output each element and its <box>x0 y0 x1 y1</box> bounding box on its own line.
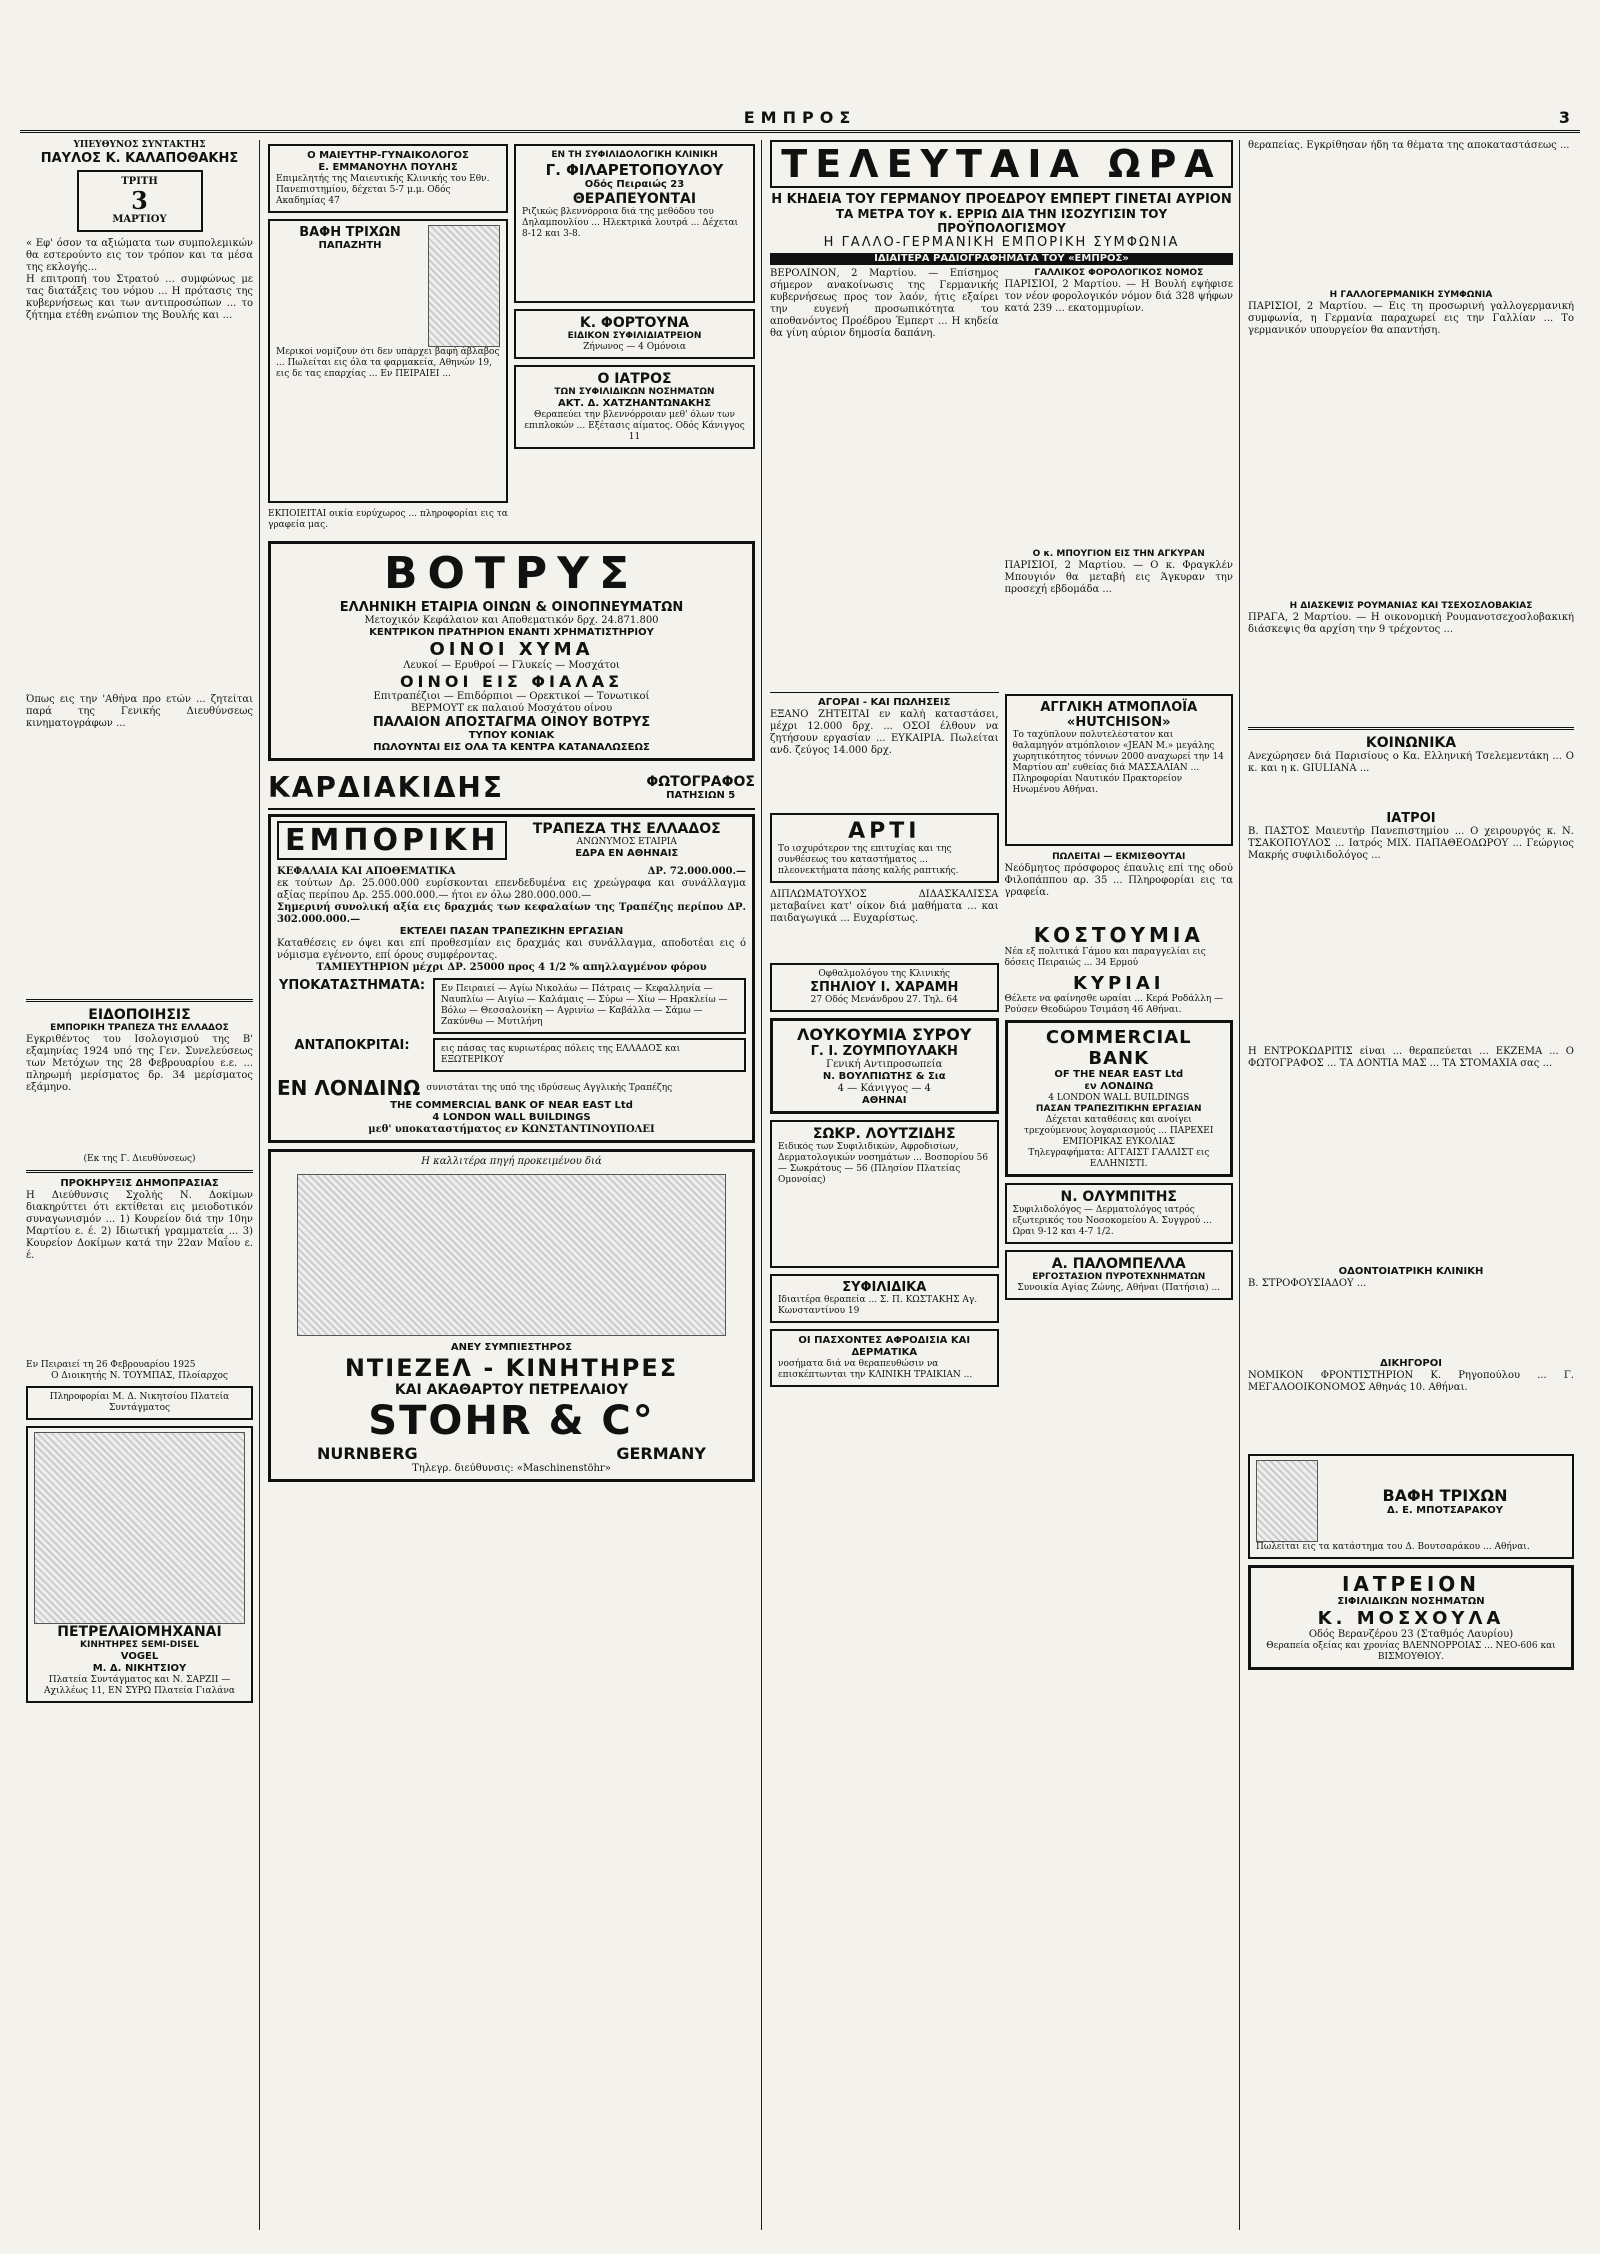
photo-name: ΚΑΡΔΙΑΚΙΔΗΣ <box>268 771 504 804</box>
photo-ad <box>268 767 755 810</box>
loukoumia-place: Γενική Αντιπροσωπεία <box>826 1059 943 1070</box>
eye-addr: 27 Οδός Μενάνδρου 27. Τηλ. 64 <box>810 995 958 1005</box>
cb-of: OF THE NEAR EAST Ltd <box>1054 1069 1184 1080</box>
column-1 <box>20 140 260 2230</box>
olympitis-body: Συφιλιδολόγος — Δερματολόγος ιατρός εξωτερικός του Νοσοκομείου Α. Συγγρού ... Ωραι 9-12 και 4-7 1/2. <box>1012 1205 1212 1237</box>
tender-place: Εν Πειραιεί τη 26 Φεβρουαρίου 1925 <box>26 1360 196 1370</box>
botrys-sold: ΠΩΛΟΥΝΤΑΙ ΕΙΣ ΟΛΑ ΤΑ ΚΕΝΤΡΑ ΚΑΤΑΝΑΛΩΣΕΩΣ <box>373 742 650 753</box>
botrys-bottled-kinds: Επιτραπέζιοι — Επιδόρπιοι — Ορεκτικοί — Τονωτικοί <box>373 691 650 702</box>
fortouna-ad <box>514 309 755 359</box>
doctor-name: ΑΚΤ. Δ. ΧΑΤΖΗΑΝΤΩΝΑΚΗΣ <box>558 398 711 409</box>
headline: ΤΕΛΕΥΤΑΙΑ ΩΡΑ <box>770 140 1233 188</box>
headline-sub4: ΙΔΙΑΙΤΕΡΑ ΡΑΔΙΟΓΡΑΦΗΜΑΤΑ ΤΟΥ «ΕΜΠΡΟΣ» <box>770 253 1233 265</box>
tender-body: Η Διεύθυνσις Σχολής Ν. Δοκίμων διακηρύττει ότι εκτίθεται εις μειοδοτικόν συναγωνισμόν ... 1) Κουρείον διά την 10ην Μαρτίου ε. έ. 2) Ιδιωτική γραμματεία ... 3) Κουρείον Δοκίμων κατά την 22αν Μαΐου ε. έ. <box>26 1190 253 1261</box>
midwife-ad <box>268 144 508 213</box>
arti-body: Το ισχυρότερον της επιτυχίας και της συνθέσεως του καταστήματος ... πλεονεκτήματα πάσης καλής ραπτικής. <box>778 844 959 876</box>
cb-addr: 4 LONDON WALL BUILDINGS <box>1048 1093 1190 1103</box>
notice-sign: (Εκ της Γ. Διευθύνσεως) <box>83 1154 196 1164</box>
berlin-column <box>770 268 999 1393</box>
botrys-sub: ΕΛΛΗΝΙΚΗ ΕΤΑΙΡΙΑ ΟΙΝΩΝ & ΟΙΝΟΠΝΕΥΜΑΤΩΝ <box>339 600 684 615</box>
botrys-ad <box>268 541 755 761</box>
bank-ad <box>268 814 755 1143</box>
page-number: 3 <box>1558 108 1570 127</box>
bank-agents-label: ΑΝΤΑΠΟΚΡΙΤΑΙ: <box>294 1038 410 1053</box>
syph-body: Ιδιαιτέρα θεραπεία ... Σ. Π. ΚΩΣΤΑΚΗΣ Αγ. Κωνσταντίνου 19 <box>778 1295 978 1316</box>
bank-london-branch: μεθ' υποκαταστήματος εν ΚΩΝΣΤΑΝΤΙΝΟΥΠΟΛΕΙ <box>368 1124 655 1135</box>
stohr-intro: Η καλλιτέρα πηγή προκειμένου διά <box>421 1156 602 1167</box>
cb-body: Δέχεται καταθέσεις και ανοίγει τρεχούμενους λογαριασμούς ... ΠΑΡΕΧΕΙ ΕΜΠΟΡΙΚΑΣ ΕΥΚΟΛΙΑΣ <box>1024 1115 1214 1147</box>
cb-city: εν ΛΟΝΔΙΝΩ <box>1084 1081 1154 1092</box>
date-month: ΜΑΡΤΙΟΥ <box>112 214 167 225</box>
botrys-name: ΒΟΤΡΥΣ <box>383 548 640 599</box>
stohr-telegram: Τηλεγρ. διεύθυνσις: «Maschinenstöhr» <box>412 1463 611 1474</box>
doctors-body: Β. ΠΑΣΤΟΣ Μαιευτήρ Πανεπιστημίου ... Ο χειρουργός κ. Ν. ΤΣΑΚΟΠΟΥΛΟΣ ... Ιατρός ΜΙΧ. ΠΑΠΑΘΕΟΔΩΡΟΥ ... Γεώργιος Μακρής συφιλιδολόγος ... <box>1248 826 1574 861</box>
iatreion-name: Κ. ΜΟΣΧΟΥΛΑ <box>1317 1608 1505 1629</box>
iatreion-body: Θεραπεία οξείας και χρονίας ΒΛΕΝΝΟΡΡΟΙΑΣ ... ΝΕΟ-606 και ΒΙΣΜΟΥΘΙΟΥ. <box>1266 1641 1556 1662</box>
kostoumia-body: Νέα εξ πολιτικά Γάμου και παραγγελίαι εις δόσεις Πειραιώς ... 34 Ερμού <box>1004 947 1206 968</box>
column-4 <box>1242 140 1580 2230</box>
midwife-title: Ο ΜΑΙΕΥΤΗΡ-ΓΥΝΑΙΚΟΛΟΓΟΣ <box>307 150 469 161</box>
engine-ad <box>26 1426 253 1703</box>
doctor-body: Θεραπεύει την βλεννόρροιαν μεθ' όλων των επιπλοκών ... Εξέτασις αίματος. Οδός Κάνιγγος 11 <box>524 410 745 442</box>
social-title: ΚΟΙΝΩΝΙΚΑ <box>1365 735 1457 751</box>
fortouna-title: Κ. ΦΟΡΤΟΥΝΑ <box>579 315 690 331</box>
top-left-ads <box>268 140 508 531</box>
headline-sub1: Η ΚΗΔΕΙΑ ΤΟΥ ΓΕΡΜΑΝΟΥ ΠΡΟΕΔΡΟΥ ΕΜΠΕΡΤ ΓΙΝΕΤΑΙ ΑΥΡΙΟΝ <box>771 192 1232 207</box>
fortouna-addr: Ζήνωνος — 4 Ομόνοια <box>583 342 686 352</box>
tax-body: ΠΑΡΙΣΙΟΙ, 2 Μαρτίου. — Η Βουλή εψήφισε τον νέον φορολογικόν νόμον διά 328 ψήφων κατά 239 ... εκατομμυρίων. <box>1004 279 1233 314</box>
column-2 <box>262 140 762 2230</box>
article-intro: « Εφ' όσον τα αξιώματα των συμπολεμικών θα εστερούντο εις τον τρόπον και τα μέσα της εκλογής... <box>26 238 253 273</box>
dress-body: ΔΙΠΛΩΜΑΤΟΥΧΟΣ ΔΙΔΑΣΚΑΛΙΣΣΑ μεταβαίνει κατ' οίκον διά μαθήματα ... και παιδαγωγικά ... Ευχαρίστως. <box>770 889 999 924</box>
engine-illustration <box>34 1432 245 1624</box>
stohr-fuel: ΚΑΙ ΑΚΑΘΑΡΤΟΥ ΠΕΤΡΕΛΑΙΟΥ <box>394 1382 629 1398</box>
editor-label: ΥΠΕΥΘΥΝΟΣ ΣΥΝΤΑΚΤΗΣ <box>73 140 206 150</box>
kyriai-title: ΚΥΡΙΑΙ <box>1073 973 1165 994</box>
vd-ad <box>770 1329 999 1387</box>
botrys-capital: Μετοχικόν Κεφάλαιον και Αποθεματικόν δρχ. 24.871.800 <box>364 615 659 626</box>
botrys-cognac: ΤΥΠΟΥ ΚΟΝΙΑΚ <box>468 730 555 741</box>
botrys-kinds: Λευκοί — Ερυθροί — Γλυκείς — Μοσχάτοι <box>403 660 620 671</box>
hairdye-ad <box>268 219 508 503</box>
engine-sub: ΚΙΝΗΤΗΡΕΣ SEMI-DISEL <box>80 1640 199 1650</box>
paris-column <box>1005 268 1234 1393</box>
hairdye-title: ΒΑΦΗ ΤΡΙΧΩΝ <box>299 225 401 240</box>
dye-body: Πωλείται εις τα κατάστημα του Δ. Βουτσαράκου ... Αθήναι. <box>1256 1542 1530 1552</box>
pact-title: Η ΓΑΛΛΟΓΕΡΜΑΝΙΚΗ ΣΥΜΦΩΝΙΑ <box>1329 290 1493 300</box>
loukoumia-title: ΛΟΥΚΟΥΜΙΑ ΣΥΡΟΥ <box>797 1025 972 1044</box>
czech-title: Η ΔΙΑΣΚΕΨΙΣ ΡΟΥΜΑΝΙΑΣ ΚΑΙ ΤΣΕΧΟΣΛΟΒΑΚΙΑΣ <box>1289 601 1533 611</box>
kyriai-body: Θέλετε να φαίνησθε ωραίαι ... Κερά Ροδάλλη — Ρούσεν Θεοδώρου Τσιμάση 46 Αθήναι. <box>1004 994 1224 1015</box>
date-day: 3 <box>131 186 148 215</box>
tax-title: ΓΑΛΛΙΚΟΣ ΦΟΡΟΛΟΓΙΚΟΣ ΝΟΜΟΣ <box>1034 268 1204 278</box>
loukoumia-addr: 4 — Κάνιγγος — 4 <box>837 1083 931 1094</box>
notice-body: Εγκριθέντος του Ισολογισμού της Β' εξαμηνίας 1924 υπό της Γεν. Συνελεύσεως των Μετόχων της 28 Φεβρουαρίου ε.ε. ... πληρωμή μερίσματος δρ. 34 μερίσματος εξάμηνο. <box>26 1034 253 1093</box>
syph-ad <box>770 1274 999 1323</box>
agr-title: Ο κ. ΜΠΟΥΓΙΟΝ ΕΙΣ ΤΗΝ ΑΓΚΥΡΑΝ <box>1032 549 1205 559</box>
berlin-body: ΒΕΡΟΛΙΝΟΝ, 2 Μαρτίου. — Επίσημος σήμερον ανακοίνωσις της Γερμανικής κυβερνήσεως προς τον λαόν, ήτις εξαίρει την ευγενή προσωπικότητα του αποθανόντος Προέδρου Έμπερτ ... Η κηδεία θα γίνη αύριον δημοσία δαπάνη. <box>770 268 999 339</box>
vd-title: ΟΙ ΠΑΣΧΟΝΤΕΣ ΑΦΡΟΔΙΣΙΑ ΚΑΙ ΔΕΡΜΑΤΙΚΑ <box>798 1335 971 1358</box>
doctor-title: Ο ΙΑΤΡΟΣ <box>597 371 672 387</box>
stohr-kind: ΑΝΕΥ ΣΥΜΠΙΕΣΤΗΡΟΣ <box>450 1342 573 1353</box>
stohr-country: GERMANY <box>616 1444 706 1463</box>
olympitis-ad <box>1005 1183 1234 1244</box>
loutz-title: ΣΩΚΡ. ΛΟΥΤΖΙΔΗΣ <box>812 1126 956 1142</box>
iatreion-sub: ΣΙΦΙΛΙΔΙΚΩΝ ΝΟΣΗΜΑΤΩΝ <box>1337 1596 1485 1607</box>
bank-type: ΑΝΩΝΥΜΟΣ ΕΤΑΙΡΙΑ <box>576 837 677 847</box>
bank-agents: εις πάσας τας κυριωτέρας πόλεις της ΕΛΛΑΔΟΣ και ΕΞΩΤΕΡΙΚΟΥ <box>433 1038 746 1072</box>
iatreion-title: ΙΑΤΡΕΙΟΝ <box>1341 1572 1481 1596</box>
engine-addr: Πλατεία Συντάγματος και Ν. ΣΑΡΖΙΙ — Αχιλλέως 11, ΕΝ ΣΥΡΩ Πλατεία Γιαλάνα <box>44 1675 235 1696</box>
stohr-ad <box>268 1149 755 1482</box>
palombella-ad <box>1005 1250 1234 1300</box>
sale-title: ΠΩΛΕΙΤΑΙ — ΕΚΜΙΣΘΟΥΤΑΙ <box>1052 852 1186 862</box>
article-tail: Όπως εις την 'Αθήνα προ ετών ... ζητείται παρά της Γενικής Διευθύνσεως κινηματογράφων ... <box>26 694 253 729</box>
bank-seat: ΕΔΡΑ ΕΝ ΑΘΗΝΑΙΣ <box>575 848 679 859</box>
column-3 <box>764 140 1240 2230</box>
midwife-body: Επιμελητής της Μαιευτικής Κλινικής του Εθν. Πανεπιστημίου, δέχεται 5-7 μ.μ. Οδός Ακαδημίας 47 <box>276 174 490 206</box>
dye-title: ΒΑΦΗ ΤΡΙΧΩΝ <box>1382 1485 1508 1505</box>
fortouna-sub: ΕΙΔΙΚΟΝ ΣΥΦΙΛΙΔΙΑΤΡΕΙΟΝ <box>567 331 702 341</box>
loukoumia-name: Γ. Ι. ΖΟΥΜΠΟΥΛΑΚΗ <box>810 1044 958 1059</box>
eye-ad <box>770 963 999 1012</box>
hutch-body: Το ταχύπλουν πολυτελέστατον και θαλαμηγόν ατμόπλοιον «JEAN M.» μεγάλης χωρητικότητος τόννων 2000 αναχωρεί την 14 Μαρτίου απ' ευθείας διά ΜΑΣΣΑΛΙΑΝ ... Πληροφορίαι Ναυτικόν Πρακτορείον Ηνωμένου Αθήναι. <box>1012 730 1224 795</box>
bank-capital-label: ΚΕΦΑΛΑΙΑ ΚΑΙ ΑΠΟΘΕΜΑΤΙΚΑ <box>277 866 456 877</box>
eye-title: ΣΠΗΛΙΟΥ Ι. ΧΑΡΑΜΗ <box>810 980 959 995</box>
hutch-ad <box>1005 694 1234 846</box>
photo-trade: ΦΩΤΟΓΡΑΦΟΣ <box>646 773 755 790</box>
article-body: Η επιτροπή του Στρατού ... συμφώνως με τας διατάξεις του νόμου ... Η πρότασις της κυβερνήσεως και των αντιπροσώπων ... το ζήτημα ετέθη ενώπιον της Βουλής και ... <box>26 274 253 321</box>
stohr-brand: STOHR & C° <box>368 1398 655 1444</box>
eye-sub: Οφθαλμολόγου της Κλινικής <box>818 969 951 979</box>
tender-title: ΠΡΟΚΗΡΥΞΙΣ ΔΗΜΟΠΡΑΣΙΑΣ <box>60 1178 219 1189</box>
arti-ad <box>770 813 999 883</box>
top-ads-row <box>268 140 755 531</box>
photo-addr: ΠΑΤΗΣΙΩΝ 5 <box>666 789 736 801</box>
pact-body: ΠΑΡΙΣΙΟΙ, 2 Μαρτίου. — Εις τη προσωρινή γαλλογερμανική συμφωνία, η Γερμανία παραχωρεί εις την Γαλλίαν ... Το γερμανικόν υπουργείον θα απαντήση. <box>1248 301 1574 336</box>
dental-title: ΟΔΟΝΤΟΙΑΤΡΙΚΗ ΚΛΙΝΙΚΗ <box>1338 1266 1484 1277</box>
vd-body: νοσήματα διά να θεραπευθώσιν να επισκέπτωνται την ΚΛΙΝΙΚΗ ΤΡΑΙΚΙΑΝ ... <box>778 1359 973 1380</box>
date-box <box>77 170 203 232</box>
notices-body: Η ΕΝΤΡΟΚΩΔΡΙΤΙΣ είναι ... θεραπεύεται ... ΕΚΖΕΜΑ ... Ο ΦΩΤΟΓΡΑΦΟΣ ... ΤΑ ΔΟΝΤΙΑ ΜΑΣ ... ΤΑ ΣΤΟΜΑΧΙΑ σας ... <box>1248 1046 1574 1069</box>
top-right-ads <box>514 140 755 531</box>
czech-body: ΠΡΑΓΑ, 2 Μαρτίου. — Η οικονομική Ρουμανοτσεχοσλοβακική διάσκεψις θα αρχίση την 9 τρέχοντος ... <box>1248 612 1574 635</box>
kostoumia-title: ΚΟΣΤΟΥΜΙΑ <box>1033 923 1204 947</box>
dye-name: Δ. Ε. ΜΠΟΤΣΑΡΑΚΟΥ <box>1387 1504 1503 1516</box>
stohr-city: NURNBERG <box>317 1444 418 1463</box>
notice-title: ΕΙΔΟΠΟΙΗΣΙΣ <box>88 1007 191 1023</box>
bank-capital-value: ΔΡ. 72.000.000.— <box>647 866 746 877</box>
bank-services: ΕΚΤΕΛΕΙ ΠΑΣΑΝ ΤΡΑΠΕΖΙΚΗΝ ΕΡΓΑΣΙΑΝ <box>399 926 624 937</box>
bank-london-bank: THE COMMERCIAL BANK OF NEAR EAST Ltd <box>390 1100 633 1111</box>
loutz-ad <box>770 1120 999 1268</box>
hairdye-name: ΠΑΠΑΖΗΤΗ <box>318 240 382 251</box>
editor-name: ΠΑΥΛΟΣ Κ. ΚΑΛΑΠΟΘΑΚΗΣ <box>40 151 239 166</box>
commercial-bank-ad <box>1005 1020 1234 1177</box>
woman-portrait-illustration <box>428 225 500 347</box>
olympitis-title: Ν. ΟΛΥΜΠΙΤΗΣ <box>1060 1189 1177 1205</box>
clinic-name: Γ. ΦΙΛΑΡΕΤΟΠΟΥΛΟΥ <box>545 161 724 179</box>
selling-note: ΕΚΠΟΙΕΙΤΑΙ οικία ευρύχωρος ... πληροφορίαι εις τα γραφεία μας. <box>268 509 508 530</box>
botrys-hq: ΚΕΝΤΡΙΚΟΝ ΠΡΑΤΗΡΙΟΝ ΕΝΑΝΤΙ ΧΡΗΜΑΤΙΣΤΗΡΙΟΥ <box>369 627 654 638</box>
iatreion-ad <box>1248 1565 1574 1670</box>
doctor-ad <box>514 365 755 449</box>
woman-portrait-illustration-2 <box>1256 1460 1318 1542</box>
bank-line2: Σημερινή συνολική αξία εις δραχμάς των κεφαλαίων της Τραπέζης περίπου ΔΡ. 302.000.000.— <box>277 902 746 925</box>
headline-sub3: Η ΓΑΛΛΟ-ΓΕΡΜΑΝΙΚΗ ΕΜΠΟΡΙΚΗ ΣΥΜΦΩΝΙΑ <box>823 235 1180 250</box>
bank-branches: Εν Πειραιεί — Αγίω Νικολάω — Πάτραις — Κεφαλληνία — Ναυπλίω — Αιγίω — Καλάμαις — Σύρω — Χίω — Ηρακλείω — Βόλω — Θεσσαλονίκη — Αγρινίω — Καβάλλα — Σάμω — Ζακύνθω — Μυτιλήνη <box>433 978 746 1034</box>
doctor-sub: ΤΩΝ ΣΥΦΙΛΙΔΙΚΩΝ ΝΟΣΗΜΑΤΩΝ <box>554 387 715 397</box>
cb-name: COMMERCIAL BANK <box>1045 1027 1192 1069</box>
botrys-bottled: ΟΙΝΟΙ ΕΙΣ ΦΙΑΛΑΣ <box>399 672 624 691</box>
bank-london-body: συνιστάται της υπό της ιδρύσεως Αγγλικής Τραπέζης <box>426 1082 673 1093</box>
arti-name: ΑΡΤΙ <box>848 819 921 844</box>
doctors-title: ΙΑΤΡΟΙ <box>1386 811 1436 826</box>
iatreion-addr: Οδός Βερανζέρου 23 (Σταθμός Λαυρίου) <box>1308 1629 1514 1640</box>
loutz-body: Ειδικός των Συφιλιδικών, Αφροδισίων, Δερματολογικών νοσημάτων ... Βοσπορίου 56 — Σωκράτους — 56 (Πλησίον Πλατείας Ομονοίας) <box>778 1142 989 1185</box>
date-weekday: ΤΡΙΤΗ <box>121 176 158 187</box>
notice-subtitle: ΕΜΠΟΡΙΚΗ ΤΡΑΠΕΖΑ ΤΗΣ ΕΛΛΑΔΟΣ <box>50 1023 229 1033</box>
botrys-vermouth: ΒΕΡΜΟΥΤ εκ παλαιού Μοσχάτου οίνου <box>410 703 613 714</box>
bank-full: ΤΡΑΠΕΖΑ ΤΗΣ ΕΛΛΑΔΟΣ <box>532 821 721 837</box>
botrys-bulk: ΟΙΝΟΙ ΧΥΜΑ <box>429 639 594 660</box>
clinic-body: Ριζικώς βλεννόρροια διά της μεθόδου του Δηλαμπουλίου ... Ηλεκτρικά λουτρά ... Δέχεται 8-12 και 3-8. <box>522 207 739 239</box>
sale-body: Νεόδμητος πρόσφορος έπαυλις επί της οδού Φιλοπάππου αρ. 35 ... Πληροφορίαι εις τα γραφεία. <box>1004 863 1233 898</box>
midwife-name: Ε. ΕΜΜΑΝΟΥΗΛ ΠΟΥΛΗΣ <box>318 162 458 173</box>
stohr-title: ΝΤΙΕΖΕΛ - ΚΙΝΗΤΗΡΕΣ <box>344 1354 679 1382</box>
bank-name: ΕΜΠΟΡΙΚΗ <box>277 821 507 860</box>
engine-machine-illustration <box>297 1174 726 1336</box>
loukoumia-ad <box>770 1018 999 1114</box>
tender-sign: Ο Διοικητής Ν. ΤΟΥΜΠΑΣ, Πλοίαρχος <box>51 1371 228 1381</box>
bank-london-addr: 4 LONDON WALL BUILDINGS <box>432 1112 591 1123</box>
engine-maker: VOGEL <box>120 1651 159 1662</box>
syph-title: ΣΥΦΙΛΙΔΙΚΑ <box>842 1280 927 1295</box>
small-ad: Πληροφορίαι Μ. Δ. Νικητσίου Πλατεία Συντάγματος <box>26 1386 253 1420</box>
masthead <box>20 108 1580 133</box>
cb-telegram: Τηλεγραφήματα: ΑΓΓΑΙΣΤ ΓΑΛΛΙΣΤ εις ΕΛΛΗΝΙΣΤΙ. <box>1028 1148 1210 1169</box>
lawyers-body: ΝΟΜΙΚΟΝ ΦΡΟΝΤΙΣΤΗΡΙΟΝ Κ. Ρηγοπούλου ... Γ. ΜΕΓΑΛΟΟΙΚΟΝΟΜΟΣ Αθηνάς 10. Αθήναι. <box>1248 1370 1574 1393</box>
hairdye-body: Μερικοί νομίζουν ότι δεν υπάρχει βαφή άβλαβος ... Πωλείται εις όλα τα φαρμακεία, Αθηνών 19, εις δε τας επαρχίας ... Εν ΠΕΙΡΑΙΕΙ ... <box>276 347 500 379</box>
agency-title: ΑΓΟΡΑΙ - ΚΑΙ ΠΩΛΗΣΕΙΣ <box>818 697 951 708</box>
bank-savings: ΤΑΜΙΕΥΤΗΡΙΟΝ μέχρι ΔΡ. 25000 προς 4 1/2 % απηλλαγμένον φόρου <box>316 962 707 973</box>
palombella-body: Συνοικία Αγίας Ζώνης, Αθήναι (Πατήσια) ... <box>1017 1283 1221 1293</box>
headline-sub2: ΤΑ ΜΕΤΡΑ ΤΟΥ κ. ΕΡΡΙΩ ΔΙΑ ΤΗΝ ΙΣΟΖΥΓΙΣΙΝ ΤΟΥ ΠΡΟΫΠΟΛΟΓΙΣΜΟΥ <box>835 207 1168 235</box>
botrys-distillate: ΠΑΛΑΙΟΝ ΑΠΟΣΤΑΓΜΑ ΟΙΝΟΥ ΒΟΤΡΥΣ <box>372 715 651 730</box>
engine-agent: Μ. Δ. ΝΙΚΗΤΣΙΟΥ <box>92 1663 187 1674</box>
clinic-ad <box>514 144 755 303</box>
col4-intro: θεραπείας. Εγκρίθησαν ήδη τα θέματα της αποκαταστάσεως ... <box>1248 140 1570 151</box>
dental-body: Β. ΣΤΡΟΦΟΥΣΙΑΔΟΥ ... <box>1248 1278 1367 1289</box>
bank-deposits: Καταθέσεις εν όψει και επί προθεσμίαν εις δραχμάς και συνάλλαγμα, αποδοτέαι εις ό νόμισμα εγένοντο, επί όρους συμφέροντας. <box>277 938 746 961</box>
clinic-title: ΕΝ ΤΗ ΣΥΦΙΛΙΔΟΛΟΓΙΚΗ ΚΛΙΝΙΚΗ <box>551 150 718 160</box>
palombella-title: Α. ΠΑΛΟΜΠΕΛΛΑ <box>1051 1256 1186 1272</box>
agr-body: ΠΑΡΙΣΙΟΙ, 2 Μαρτίου. — Ο κ. Φραγκλέν Μπουγιόν θα μεταβή εις Άγκυραν την προσεχή εβδομάδα ... <box>1004 560 1233 595</box>
hutch-title: ΑΓΓΛΙΚΗ ΑΤΜΟΠΛΟΪΑ «HUTCHISON» <box>1040 700 1198 730</box>
engine-title: ΠΕΤΡΕΛΑΙΟΜΗΧΑΝΑΙ <box>57 1624 222 1640</box>
bank-london-label: ΕΝ ΛΟΝΔΙΝΩ <box>277 1076 421 1100</box>
palombella-sub: ΕΡΓΟΣΤΑΣΙΟΝ ΠΥΡΟΤΕΧΝΗΜΑΤΩΝ <box>1032 1272 1206 1282</box>
lawyers-title: ΔΙΚΗΓΟΡΟΙ <box>1379 1358 1442 1369</box>
dye-ad <box>1248 1454 1574 1559</box>
bank-branches-label: ΥΠΟΚΑΤΑΣΤΗΜΑΤΑ: <box>278 978 426 993</box>
agency-body: ΕΞΑΝΟ ΖΗΤΕΙΤΑΙ εν καλή καταστάσει, μέχρι 12.000 δρχ. ... ΟΣΟΙ έλθουν να ζητήσουν εργασίαν ... ΕΥΚΑΙΡΙΑ. Πωλείται ανδ. ζεύγος 14.000 δρχ. <box>770 709 999 756</box>
loukoumia-city: ΑΘΗΝΑΙ <box>862 1095 907 1106</box>
clinic-cure: ΘΕΡΑΠΕΥΟΝΤΑΙ <box>572 191 697 207</box>
clinic-addr: Οδός Πειραιώς 23 <box>584 179 685 190</box>
bank-line1: εκ τούτων Δρ. 25.000.000 ευρίσκονται επενδεδυμένα εις χρεώγραφα και συνάλλαγμα αξίας περίπου Δρ. 255.000.000.— ήτοι εν όλω 280.000.000.— <box>277 878 746 901</box>
loukoumia-rep: Ν. ΒΟΥΛΠΙΩΤΗΣ & Σια <box>822 1071 946 1082</box>
social-body: Ανεχώρησεν διά Παρισίους ο Κα. Ελληνική Τσελεμεντάκη ... Ο κ. και η κ. GIULIANA ... <box>1248 751 1574 774</box>
cb-serv: ΠΑΣΑΝ ΤΡΑΠΕΖΙΤΙΚΗΝ ΕΡΓΑΣΙΑΝ <box>1035 1104 1202 1114</box>
masthead-title: ΕΜΠΡΟΣ <box>743 108 857 127</box>
